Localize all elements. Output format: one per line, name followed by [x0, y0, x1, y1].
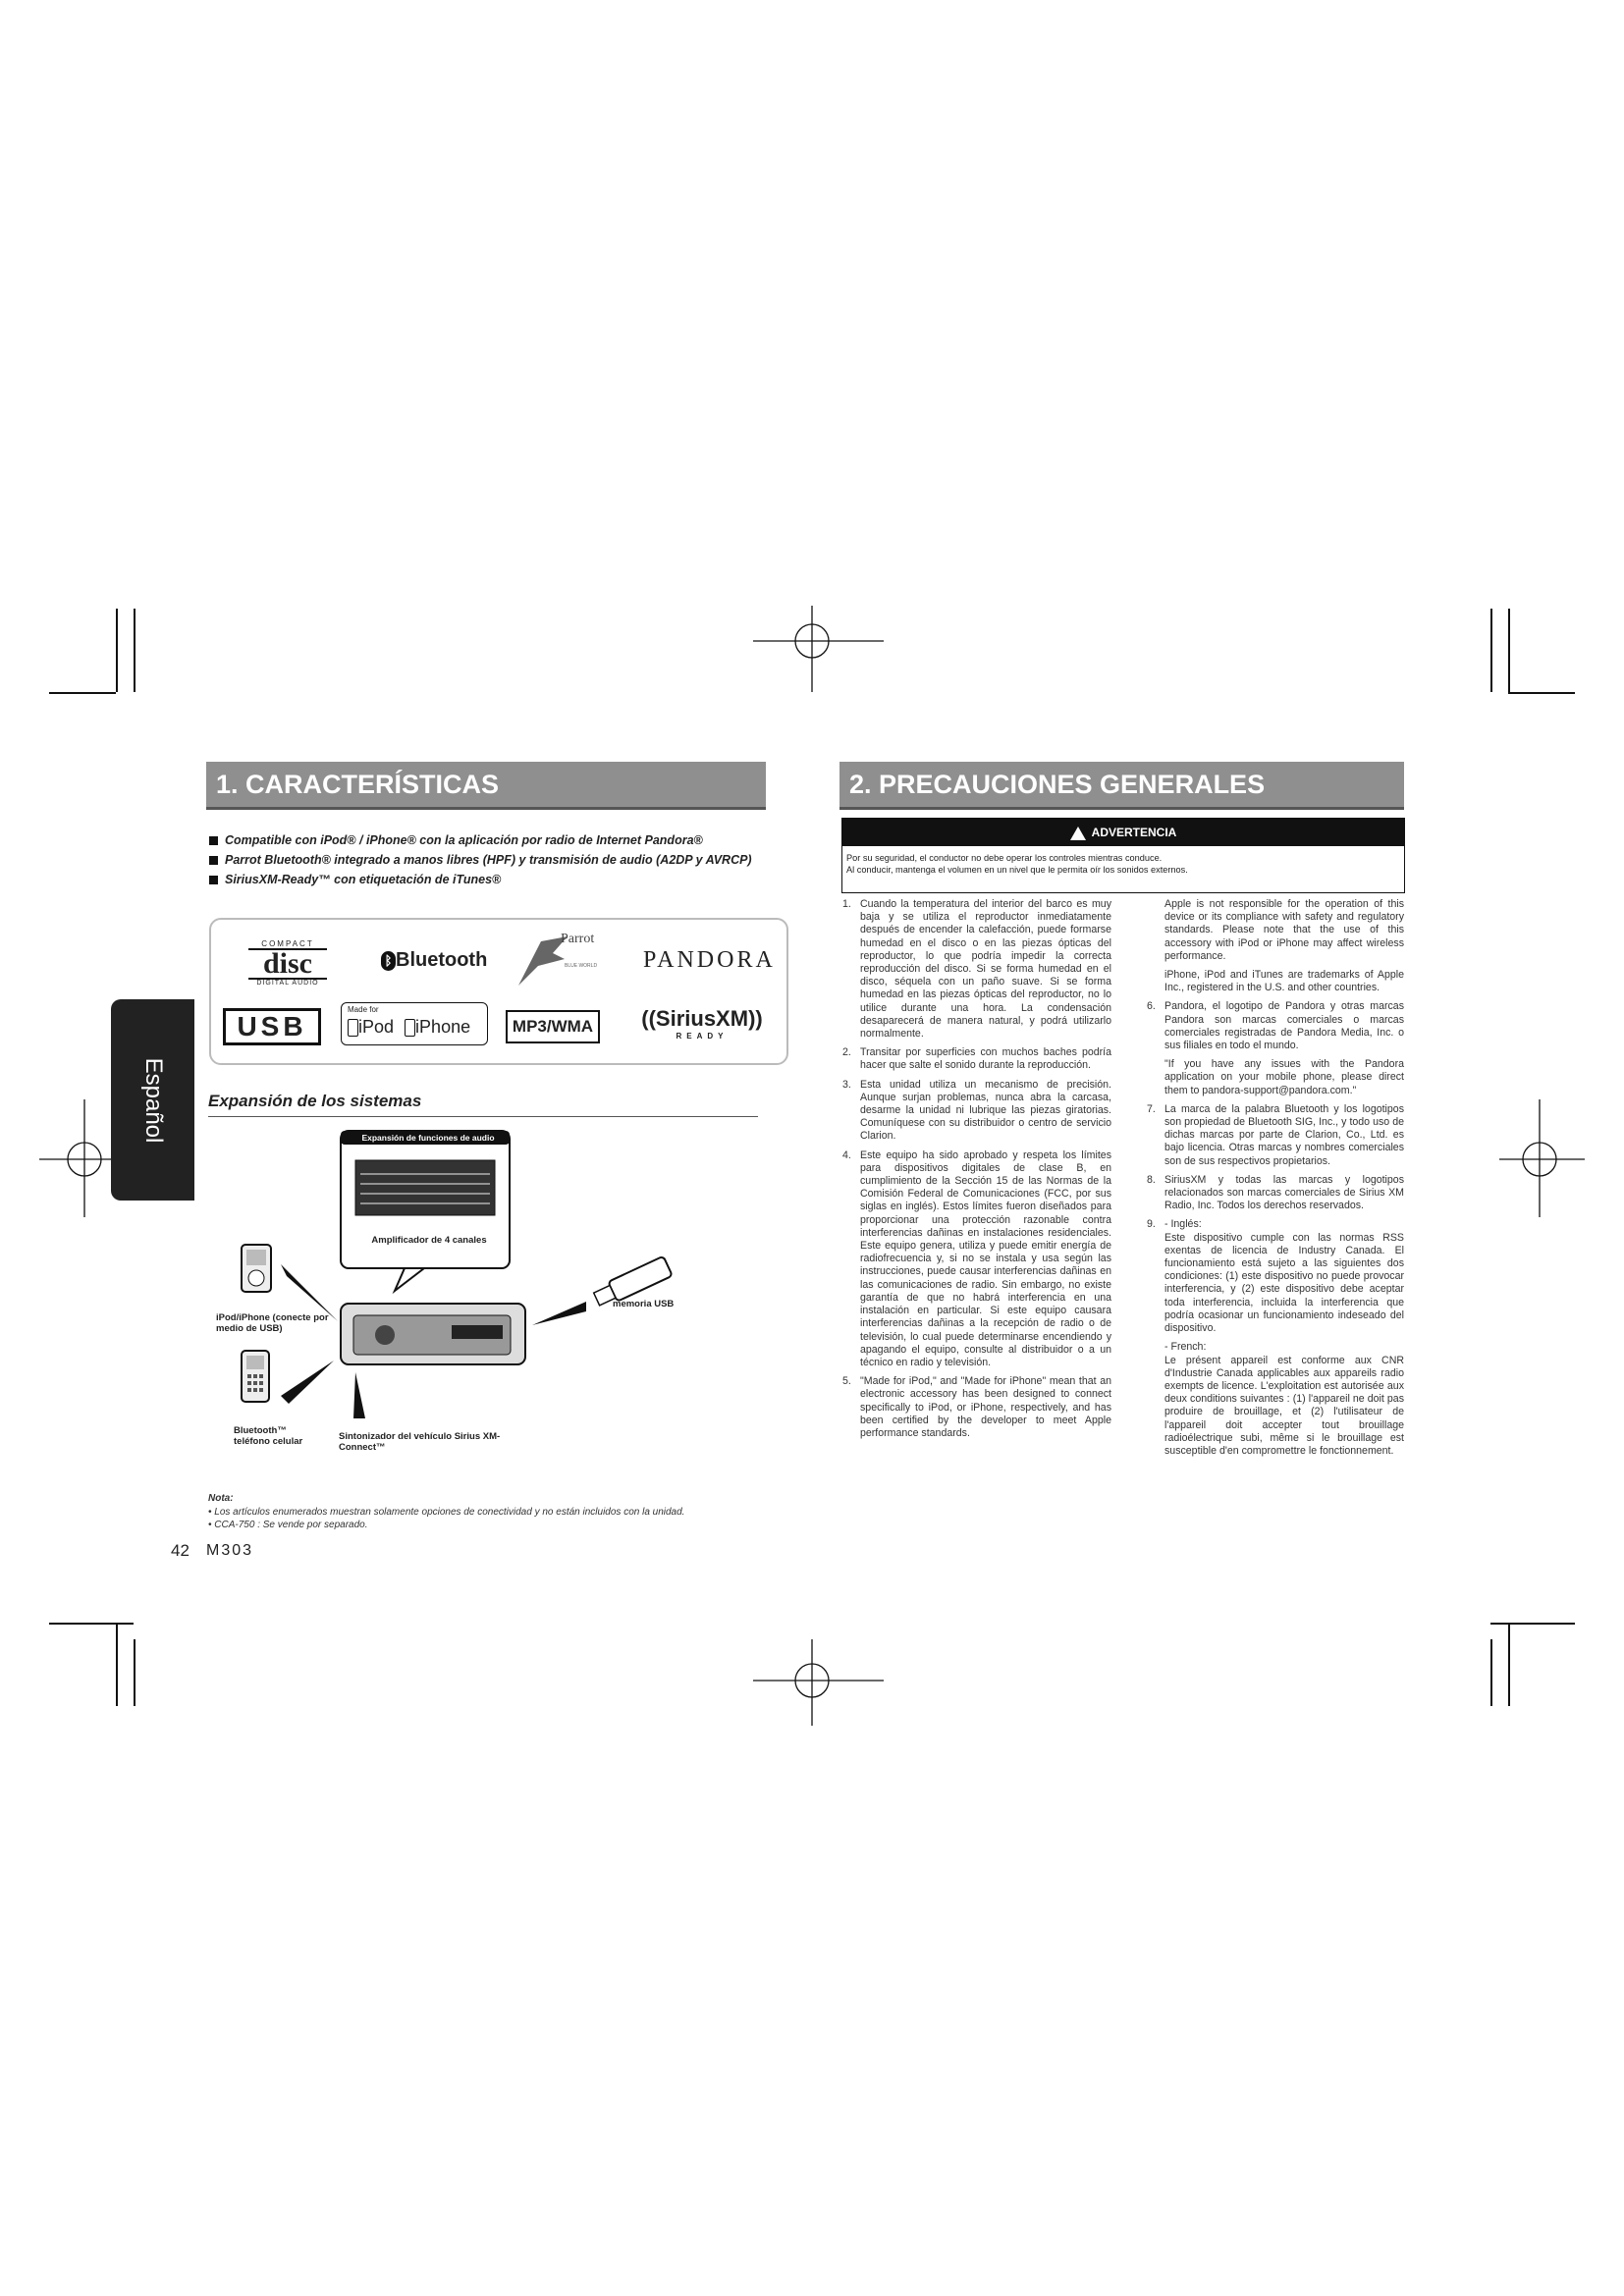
feature-item: SiriusXM-Ready™ con etiquetación de iTunes® [209, 873, 501, 886]
precaution-item: 5. "Made for iPod," and "Made for iPhone" mean that an electronic accessory has been designed to connect specifically to iPod, or iPhone, respectively, and has been certified by the developer to meet Apple performance standards. [842, 1375, 1111, 1439]
iphone-icon [405, 1019, 415, 1037]
bullet-square-icon [209, 856, 218, 865]
page-number: 42 [171, 1541, 189, 1560]
warning-text: Por su seguridad, el conductor no debe operar los controles mientras conduce. Al conducir, mantenga el volumen en un nivel que le permita oír los sonidos externos. [846, 853, 1188, 875]
model-name: M303 [206, 1542, 254, 1559]
bullet-square-icon [209, 876, 218, 884]
audio-box-title: Expansión de funciones de audio [361, 1133, 495, 1143]
precaution-item: 3. Esta unidad utiliza un mecanismo de precisión. Aunque surjan problemas, nunca abra la carcasa, desarme la unidad ni lubrique las piezas giratorias. Comuníquese con su distribuidor o centro de servicio Clarion. [842, 1078, 1111, 1143]
bullet-square-icon [209, 836, 218, 845]
usb-memory-label: memoria USB [613, 1299, 675, 1309]
precaution-item: Apple is not responsible for the operation of this device or its compliance with safety and regulatory standards. Please note that the use of this accessory with iPod or iPhone may affect wireless performance. [1164, 898, 1404, 962]
usb-logo: USB [223, 1008, 321, 1045]
precaution-item: Le présent appareil est conforme aux CNR d'Industrie Canada applicables aux appareils radio exempts de licence. L'exploitation est autorisée aux deux conditions suivantes : (1) l'appareil ne doit pas produire de brouillage, et (2) l'utilisateur de l'appareil doit accepter tout brouillage radioélectrique subi, même si le brouillage est susceptible d'en compromettre le fonctionnement. [1164, 1354, 1404, 1457]
feature-item: Parrot Bluetooth® integrado a manos libres (HPF) y transmisión de audio (A2DP y AVRCP) [209, 853, 752, 867]
precautions-column-1 [842, 898, 1111, 1446]
siriusxm-ready-logo: ((SiriusXM)) READY [641, 1006, 763, 1041]
warning-triangle-icon [1070, 827, 1086, 840]
section-title-precauciones: 2. PRECAUCIONES GENERALES [839, 762, 1404, 807]
precaution-item: 2. Transitar por superficies con muchos baches podría hacer que salte el sonido durante la reproducción. [842, 1046, 1111, 1072]
precaution-item: 6. Pandora, el logotipo de Pandora y otras marcas Pandora son marcas comerciales o marcas comerciales registradas de Pandora Media, Inc. o sus filiales en todo el mundo. [1147, 1000, 1404, 1052]
precaution-item: 8. SiriusXM y todas las marcas y logotipos relacionados son marcas comerciales de Sirius XM Radio, Inc. Todos los derechos reservados. [1147, 1173, 1404, 1212]
bluetooth-logo: ᛒ Bluetooth [381, 949, 487, 972]
amplifier-label: Amplificador de 4 canales [371, 1235, 487, 1246]
precautions-column-2 [1147, 898, 1404, 1464]
ipod-icon [348, 1019, 358, 1037]
precaution-item: 7. La marca de la palabra Bluetooth y los logotipos son propiedad de Bluetooth SIG, Inc., y todo uso de dichas marcas por parte de Clarion, Co., Ltd. es bajo licencia. Otras marcas y nombres comerciales son de sus respectivos propietarios. [1147, 1102, 1404, 1167]
precaution-item: iPhone, iPod and iTunes are trademarks of Apple Inc., registered in the U.S. and other countries. [1164, 969, 1404, 994]
note-item: • CCA-750 : Se vende por separado. [208, 1520, 368, 1530]
warning-box [841, 818, 1405, 893]
bluetooth-icon: ᛒ [381, 951, 396, 971]
sirius-tuner-label: Sintonizador del vehículo Sirius XM-Connect™ [339, 1431, 501, 1453]
compact-disc-logo: COMPACT disc DIGITAL AUDIO [248, 939, 327, 987]
subsection-title: Expansión de los sistemas [208, 1092, 422, 1110]
precaution-item: Este dispositivo cumple con las normas RSS exentas de licencia de Industry Canada. El funcionamiento está sujeto a las siguientes dos condiciones: (1) este dispositivo no puede provocar interferencia, y (2) este dispositivo debe aceptar toda interferencia, incluida la interferencia que podría ocasionar un funcionamiento indeseado del dispositivo. [1164, 1231, 1404, 1335]
precaution-item: 9. - Inglés: [1147, 1218, 1202, 1231]
bluetooth-phone-label: Bluetooth™ teléfono celular [234, 1425, 303, 1447]
section-title-caracteristicas: 1. CARACTERÍSTICAS [206, 762, 766, 807]
ipod-iphone-label: iPod/iPhone (conecte por medio de USB) [216, 1312, 329, 1334]
mp3-wma-logo: MP3/WMA [506, 1010, 600, 1043]
system-expansion-diagram [208, 1129, 738, 1463]
note-item: • Los artículos enumerados muestran solamente opciones de conectividad y no están incluidos con la unidad. [208, 1507, 685, 1518]
precaution-item: 1. Cuando la temperatura del interior del barco es muy baja y se utiliza el reproductor inmediatamente después de encender la calefacción, puede formarse humedad en el disco o en las piezas ópticas del reproductor, lo que podría impedir la correcta reproducción del disco. Si se forma humedad en el disco, séquela con un paño suave. Si se forma humedad en las piezas ópticas del reproductor, no lo utilice durante una hora. La condensación desaparecerá de manera natural, y podrá utilizarlo normalmente. [842, 898, 1111, 1041]
precaution-item: - French: [1164, 1341, 1207, 1354]
parrot-logo: Parrot BLUE WORLD [514, 930, 612, 990]
pandora-logo: PANDORA [643, 947, 776, 973]
made-for-ipod-iphone-logo: Made for iPod iPhone [341, 1002, 488, 1045]
note-title: Nota: [208, 1493, 234, 1504]
logo-panel [209, 918, 788, 1065]
precaution-item: 4. Este equipo ha sido aprobado y respeta los límites para dispositivos digitales de clase B, en cumplimiento de la Sección 15 de las Normas de la Comisión Federal de Comunicaciones (FCC, por sus siglas en inglés). Estos límites fueron diseñados para proporcionar una protección razonable contra interferencias dañinas en instalaciones residenciales. Este equipo genera, utiliza y puede emitir energía de radiofrecuencia y, si no se instala y usa según las instrucciones, puede causar interferencias dañinas en las comunicaciones de radio. Sin embargo, no existe garantía de que no habrá interferencia en una instalación en particular. Si este equipo causara interferencias dañinas a la recepción de radio o de televisión, lo cual puede determinarse encendiendo y apagando el equipo, consulte al distribuidor o a un técnico en radio y televisión. [842, 1148, 1111, 1368]
feature-item: Compatible con iPod® / iPhone® con la aplicación por radio de Internet Pandora® [209, 833, 703, 847]
language-side-tab: Español [111, 999, 194, 1201]
precaution-item: "If you have any issues with the Pandora application on your mobile phone, please direct them to pandora-support@pandora.com." [1164, 1058, 1404, 1096]
amplifier-icon [355, 1160, 495, 1215]
warning-header: ADVERTENCIA [842, 819, 1404, 846]
